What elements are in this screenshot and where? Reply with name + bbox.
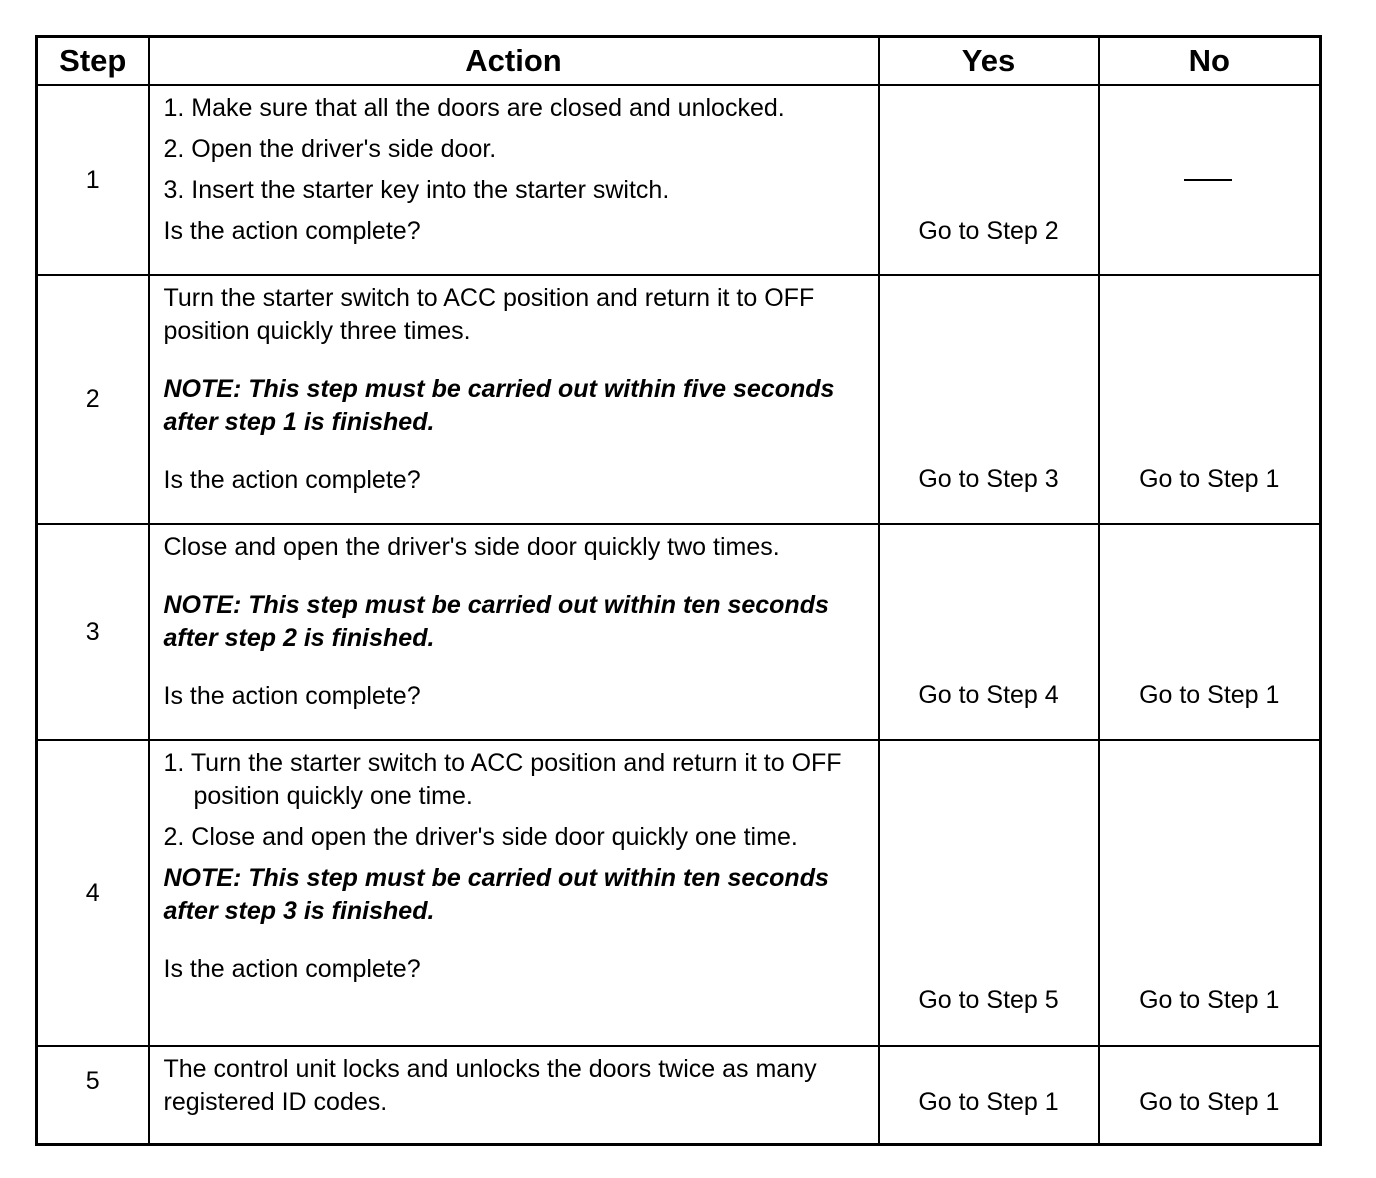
action-line: 1. Turn the starter switch to ACC position and return it to OFF position quickly one time. — [163, 749, 842, 810]
action-question: Is the action complete? — [163, 466, 421, 494]
action-line: 1. Make sure that all the doors are closed and unlocked. — [163, 94, 785, 122]
action-note: NOTE: This step must be carried out within ten seconds after step 2 is finished. — [163, 591, 829, 652]
step-number: 1 — [37, 85, 149, 275]
header-no: No — [1099, 37, 1321, 86]
yes-result: Go to Step 4 — [918, 681, 1059, 709]
action-question: Is the action complete? — [163, 955, 421, 983]
action-cell — [149, 1046, 879, 1144]
no-result: Go to Step 1 — [1139, 465, 1280, 493]
no-cell — [1099, 275, 1321, 524]
no-result: Go to Step 1 — [1139, 986, 1280, 1014]
no-result: Go to Step 1 — [1139, 681, 1280, 709]
action-line: 2. Open the driver's side door. — [163, 135, 497, 163]
header-step: Step — [37, 37, 149, 86]
table-row — [37, 740, 1321, 1046]
action-question: Is the action complete? — [163, 682, 421, 710]
action-note: NOTE: This step must be carried out within five seconds after step 1 is finished. — [163, 375, 835, 436]
action-line: 3. Insert the starter key into the starter switch. — [163, 176, 670, 204]
table-row — [37, 85, 1321, 275]
action-question: Is the action complete? — [163, 217, 421, 245]
header-row — [37, 37, 1321, 86]
table-row — [37, 1046, 1321, 1144]
table-row — [37, 275, 1321, 524]
no-cell — [1099, 1046, 1321, 1144]
action-line: 2. Close and open the driver's side door quickly one time. — [163, 823, 798, 851]
step-number: 2 — [37, 275, 149, 524]
yes-cell — [879, 524, 1099, 740]
yes-result: Go to Step 3 — [918, 465, 1059, 493]
yes-cell — [879, 1046, 1099, 1144]
no-result-dash — [1184, 179, 1232, 181]
procedure-table — [35, 35, 1322, 1146]
yes-cell — [879, 740, 1099, 1046]
yes-result: Go to Step 1 — [918, 1088, 1059, 1116]
action-cell — [149, 275, 879, 524]
step-number: 4 — [37, 740, 149, 1046]
no-cell — [1099, 524, 1321, 740]
table-row — [37, 524, 1321, 740]
action-cell — [149, 524, 879, 740]
no-cell — [1099, 85, 1321, 275]
action-text: Close and open the driver's side door quickly two times. — [163, 533, 780, 561]
action-cell — [149, 85, 879, 275]
header-yes: Yes — [879, 37, 1099, 86]
action-cell — [149, 740, 879, 1046]
yes-cell — [879, 275, 1099, 524]
no-cell — [1099, 740, 1321, 1046]
header-action: Action — [149, 37, 879, 86]
yes-result: Go to Step 5 — [918, 986, 1059, 1014]
action-text: The control unit locks and unlocks the doors twice as many registered ID codes. — [163, 1055, 817, 1116]
yes-cell — [879, 85, 1099, 275]
action-text: Turn the starter switch to ACC position and return it to OFF position quickly three times. — [163, 284, 815, 345]
yes-result: Go to Step 2 — [918, 217, 1059, 245]
action-note: NOTE: This step must be carried out within ten seconds after step 3 is finished. — [163, 864, 829, 925]
no-result: Go to Step 1 — [1139, 1088, 1280, 1116]
step-number: 3 — [37, 524, 149, 740]
step-number: 5 — [37, 1046, 149, 1144]
